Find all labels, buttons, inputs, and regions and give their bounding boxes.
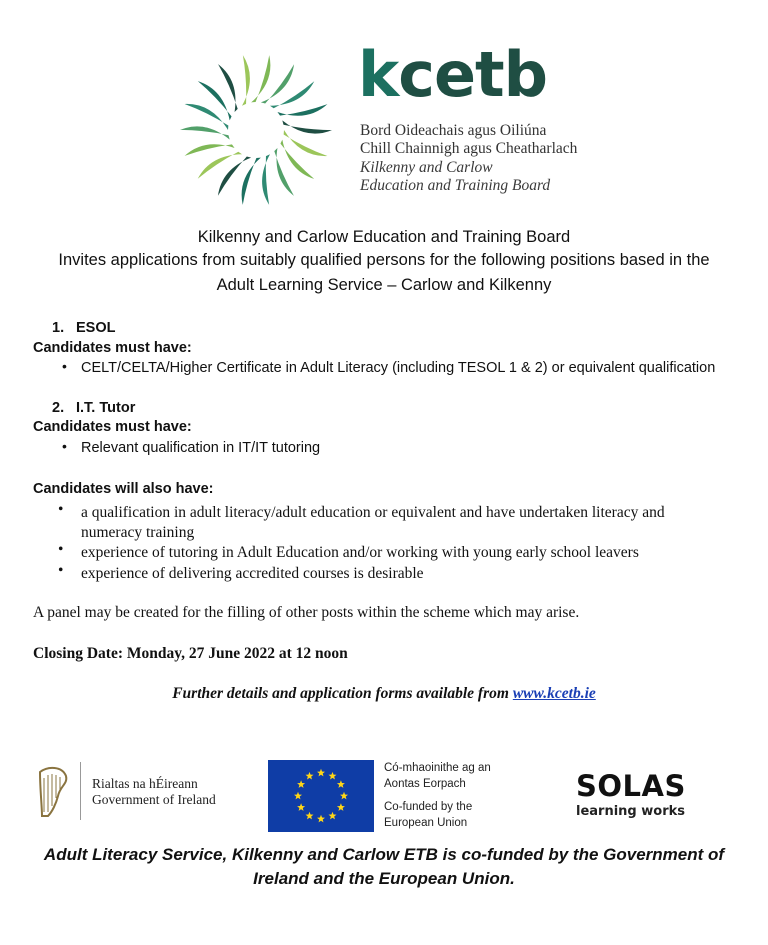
bullet-icon: • [58,501,64,518]
position-1-must-have-label: Candidates must have: [33,340,192,356]
swirl-blade [185,144,235,156]
heading-line-3: Adult Learning Service – Carlow and Kilkenny [216,276,552,294]
eu-flag-icon [268,760,374,832]
swirl-blade [198,152,242,179]
position-2-requirement: Relevant qualification in IT/IT tutoring [81,440,321,456]
swirl-blade [180,126,230,139]
swirl-blade [274,148,294,196]
swirl-blade [242,55,250,106]
closing-date: Closing Date: Monday, 27 June 2022 at 12 noon [33,645,348,662]
logo-line-irish-2: Chill Chainnigh agus Cheatharlach [360,140,578,157]
swirl-blade [284,130,328,156]
bullet-icon: • [58,562,64,579]
heading-line-2: Invites applications from suitably qualified persons for the following positions based in the [58,251,710,269]
position-1-title: ESOL [76,320,116,336]
gov-logo-irish: Rialtas na hÉireann [92,776,198,791]
swirl-blade [185,104,229,130]
solas-logo: SOLAS [576,769,686,803]
heading-line-1: Kilkenny and Carlow Education and Training Board [197,228,571,246]
logo-line-irish-1: Bord Oideachais agus Oiliúna [360,122,547,139]
harp-icon [34,766,70,818]
position-1-number: 1. [52,320,65,336]
swirl-blade [242,158,261,205]
position-2-number: 2. [52,400,65,416]
kcetb-wordmark: kcetb [358,38,548,111]
logo-line-english-1: Kilkenny and Carlow [360,159,493,176]
bullet-icon: • [62,358,67,374]
gov-logo-divider [80,762,81,820]
swirl-blade [251,55,270,102]
bullet-icon: • [58,541,64,558]
also-have-item-2: experience of tutoring in Adult Education and/or working with young early school leavers [81,544,639,561]
swirl-blade [270,81,314,108]
kcetb-website-link[interactable]: www.kcetb.ie [512,685,596,702]
eu-cofunded-irish-2: Aontas Eorpach [384,778,466,790]
swirl-blade [218,64,238,112]
position-2-must-have-label: Candidates must have: [33,419,192,435]
swirl-blade [262,154,270,205]
also-have-item-1-continued: numeracy training [81,524,195,541]
funding-note-line-2: Ireland and the European Union. [253,869,515,888]
swirl-blade [282,120,332,133]
gov-logo-english: Government of Ireland [92,792,216,807]
kcetb-swirl-logo-icon [176,50,336,210]
funding-note-line-1: Adult Literacy Service, Kilkenny and Carlow ETB is co-funded by the Government of [43,845,725,864]
also-have-label: Candidates will also have: [33,481,214,497]
further-details-text: Further details and application forms available from [172,685,509,702]
bullet-icon: • [62,438,67,454]
solas-tagline: learning works [576,804,685,819]
also-have-item-3: experience of delivering accredited courses is desirable [81,565,424,582]
also-have-item-1: a qualification in adult literacy/adult education or equivalent and have undertaken literacy and [81,504,665,521]
eu-cofunded-english-2: European Union [384,817,468,829]
swirl-blade [277,104,327,116]
eu-cofunded-english-1: Co-funded by the [384,801,473,813]
logo-line-english-2: Education and Training Board [360,177,551,194]
panel-note: A panel may be created for the filling of other posts within the scheme which may arise. [33,604,580,621]
position-1-requirement: CELT/CELTA/Higher Certificate in Adult Literacy (including TESOL 1 & 2) or equivalent qualification [81,360,716,376]
position-2-title: I.T. Tutor [76,400,136,416]
eu-cofunded-irish-1: Có-mhaoinithe ag an [384,762,491,774]
further-details [0,686,768,702]
